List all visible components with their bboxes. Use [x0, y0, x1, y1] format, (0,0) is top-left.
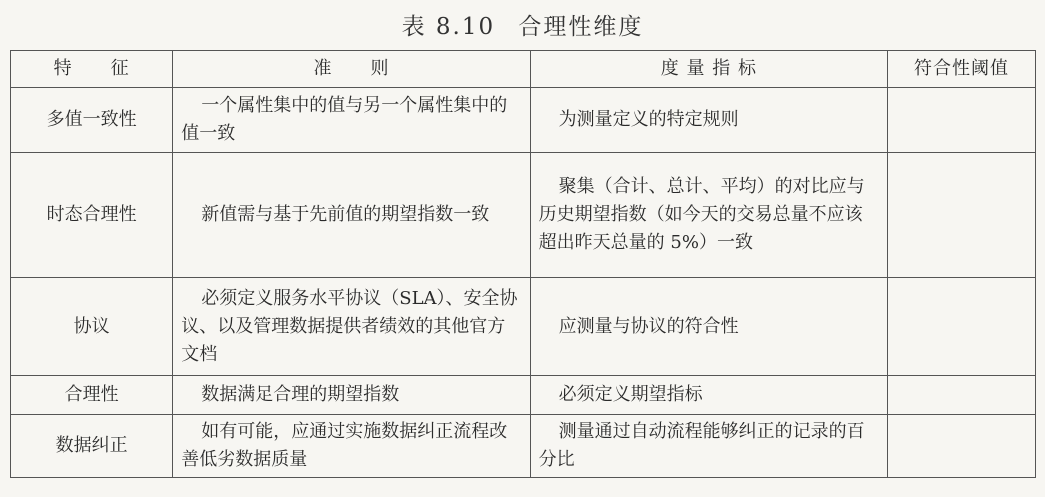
- criterion-cell: [173, 415, 530, 478]
- header-row: [11, 51, 1036, 88]
- table-row: [11, 415, 1036, 478]
- criterion-text: 数据满足合理的期望指数: [201, 384, 400, 405]
- feature-cell: 时态合理性: [11, 153, 173, 278]
- criterion-cell: [173, 376, 530, 415]
- feature-cell: 多值一致性: [11, 88, 173, 153]
- header-feature: 特 征: [11, 51, 173, 88]
- metric-cell: [530, 376, 887, 415]
- threshold-cell: [888, 278, 1036, 376]
- table-number: 表 8.10: [401, 14, 496, 40]
- table-title: 合理性维度: [518, 14, 644, 40]
- threshold-cell: [888, 415, 1036, 478]
- metric-cell: [530, 88, 887, 153]
- metric-text: 测量通过自动流程能够纠正的记录的百分比: [538, 421, 865, 470]
- criterion-text: 必须定义服务水平协议（SLA）、安全协议、以及管理数据提供者绩效的其他官方文档: [181, 287, 518, 365]
- header-threshold: 符合性阈值: [888, 51, 1036, 88]
- criterion-text: 新值需与基于先前值的期望指数一致: [201, 204, 490, 225]
- metric-text: 必须定义期望指标: [558, 384, 703, 405]
- criterion-cell: [173, 88, 530, 153]
- metric-cell: [530, 153, 887, 278]
- metric-cell: [530, 415, 887, 478]
- metric-cell: [530, 278, 887, 376]
- criterion-text: 一个属性集中的值与另一个属性集中的值一致: [181, 95, 508, 144]
- threshold-cell: [888, 88, 1036, 153]
- feature-cell: 合理性: [11, 376, 173, 415]
- table-row: [11, 278, 1036, 376]
- metric-text: 聚集（合计、总计、平均）的对比应与历史期望指数（如今天的交易总量不应该超出昨天总量的 5%）一致: [538, 176, 865, 253]
- metric-text: 为测量定义的特定规则: [558, 109, 739, 130]
- table-row: [11, 153, 1036, 278]
- metric-text: 应测量与协议的符合性: [558, 315, 739, 337]
- table-row: [11, 376, 1036, 415]
- criterion-text: 如有可能，应通过实施数据纠正流程改善低劣数据质量: [181, 421, 508, 470]
- table-caption: [0, 8, 1045, 41]
- plausibility-dimension-table: [10, 50, 1036, 478]
- feature-cell: 数据纠正: [11, 415, 173, 478]
- criterion-cell: [173, 153, 530, 278]
- table-row: [11, 88, 1036, 153]
- criterion-cell: [173, 278, 530, 376]
- threshold-cell: [888, 376, 1036, 415]
- feature-cell: 协议: [11, 278, 173, 376]
- threshold-cell: [888, 153, 1036, 278]
- header-metric: 度 量 指 标: [530, 51, 887, 88]
- header-criterion: 准 则: [173, 51, 530, 88]
